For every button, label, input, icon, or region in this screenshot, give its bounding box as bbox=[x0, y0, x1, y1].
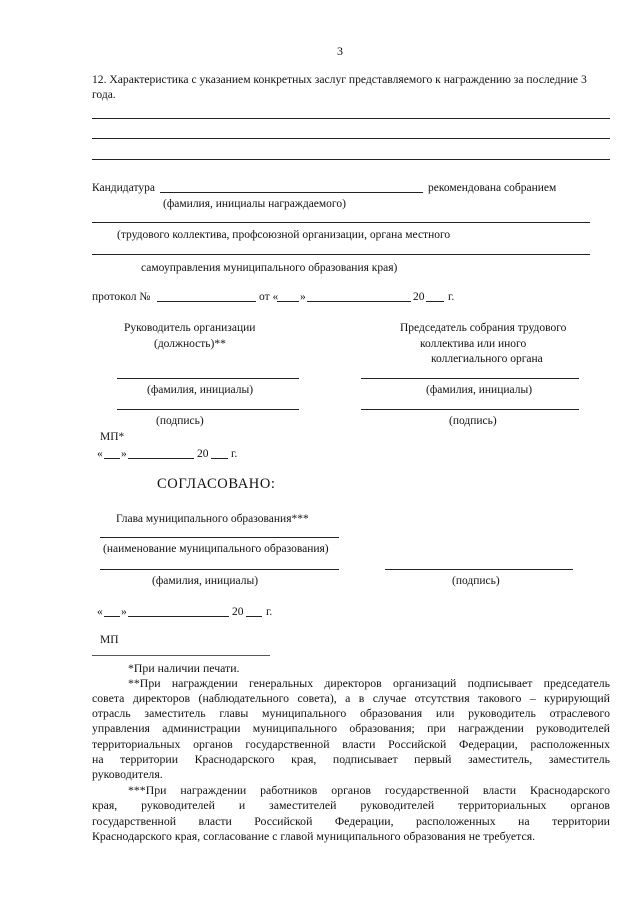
section-12-heading: 12. Характеристика с указанием конкретных заслуг представляемого к награждению за последние 3 bbox=[92, 73, 587, 86]
protocol-number-field[interactable] bbox=[157, 301, 256, 302]
footnote-2-line: управления администрации муниципального образования; при награждении руководителей bbox=[92, 721, 610, 735]
protocol-label: протокол № bbox=[92, 291, 151, 303]
agreed-title: СОГЛАСОВАНО: bbox=[157, 476, 276, 492]
footnote-2-line: отрасль заместитель главы муниципального образования или руководитель отраслевого bbox=[92, 706, 610, 720]
characteristic-line-1[interactable] bbox=[92, 118, 610, 119]
municipality-name-hint: (наименование муниципального образования) bbox=[103, 543, 329, 555]
municipal-head-title: Глава муниципального образования*** bbox=[116, 513, 309, 525]
head-signature-field[interactable] bbox=[117, 409, 299, 410]
footnote-3-line: государственной власти Российской Федерации, расположенных на территории bbox=[92, 814, 610, 828]
agreed-date-year-field[interactable] bbox=[246, 616, 262, 617]
footnote-3-line: Краснодарского края, согласование с главой муниципального образования не требуется. bbox=[92, 829, 536, 843]
sign-date-day-field[interactable] bbox=[104, 458, 120, 459]
chairman-title-3: коллегиального органа bbox=[431, 353, 543, 365]
head-of-organization-title: Руководитель организации bbox=[124, 322, 256, 334]
footnote-2-line: **При награждении генеральных директоров организаций подписывает председатель bbox=[128, 676, 610, 690]
head-name-hint: (фамилия, инициалы) bbox=[147, 384, 254, 396]
sign-date-month-field[interactable] bbox=[128, 458, 194, 459]
chairman-signature-hint: (подпись) bbox=[449, 415, 497, 427]
municipal-head-name-hint: (фамилия, инициалы) bbox=[152, 575, 259, 587]
footnote-2-line: руководителя. bbox=[92, 767, 163, 781]
section-12-heading-cont: года. bbox=[92, 89, 116, 101]
sign-date-year-prefix: 20 bbox=[197, 448, 209, 460]
footnote-2-line: на территории Краснодарского края, подписывает первый заместитель, заместитель bbox=[92, 752, 610, 766]
organization-field-2[interactable] bbox=[92, 254, 590, 255]
municipal-head-name-field[interactable] bbox=[100, 569, 339, 570]
agreed-date-day-field[interactable] bbox=[104, 616, 120, 617]
organization-field-1[interactable] bbox=[92, 222, 590, 223]
agreed-date-year-prefix: 20 bbox=[232, 606, 244, 618]
footnote-1: *При наличии печати. bbox=[128, 661, 240, 675]
sign-date-open-quote: « bbox=[97, 448, 103, 460]
candidate-name-hint: (фамилия, инициалы награждаемого) bbox=[163, 198, 346, 210]
chairman-name-field[interactable] bbox=[361, 378, 579, 379]
chairman-name-hint: (фамилия, инициалы) bbox=[426, 384, 533, 396]
chairman-title-1: Председатель собрания трудового bbox=[400, 322, 567, 334]
characteristic-line-3[interactable] bbox=[92, 159, 610, 160]
protocol-close-quote: » bbox=[300, 291, 306, 303]
municipality-name-field[interactable] bbox=[100, 537, 339, 538]
sign-date-year-field[interactable] bbox=[211, 458, 228, 459]
agreed-date-month-field[interactable] bbox=[128, 616, 229, 617]
candidate-name-field[interactable] bbox=[160, 192, 423, 193]
agreed-date-close-quote: » bbox=[121, 606, 127, 618]
head-signature-hint: (подпись) bbox=[156, 415, 204, 427]
head-of-organization-position: (должность)** bbox=[154, 338, 226, 350]
organization-hint-2: самоуправления муниципального образования края) bbox=[141, 262, 398, 274]
footnote-3-line: края, руководителей и заместителей руководителей территориальных органов bbox=[92, 798, 610, 812]
chairman-signature-field[interactable] bbox=[361, 409, 579, 410]
agreed-date-year-suffix: г. bbox=[266, 606, 273, 618]
footnote-separator bbox=[92, 655, 270, 656]
sign-date-close-quote: » bbox=[121, 448, 127, 460]
chairman-title-2: коллектива или иного bbox=[420, 338, 527, 350]
recommended-label: рекомендована собранием bbox=[428, 182, 557, 194]
page-number: 3 bbox=[337, 44, 343, 58]
protocol-month-field[interactable] bbox=[307, 301, 411, 302]
municipal-head-signature-hint: (подпись) bbox=[452, 575, 500, 587]
stamp-label: МП* bbox=[100, 431, 125, 443]
protocol-day-field[interactable] bbox=[277, 301, 299, 302]
agreed-stamp-label: МП bbox=[100, 634, 119, 646]
protocol-year-suffix: г. bbox=[448, 291, 455, 303]
organization-hint-1: (трудового коллектива, профсоюзной организации, органа местного bbox=[117, 229, 451, 241]
protocol-from-label: от « bbox=[259, 291, 279, 303]
protocol-year-field[interactable] bbox=[426, 301, 444, 302]
footnote-2-line: территориальных органов государственной власти Российской Федерации, расположенных bbox=[92, 737, 610, 751]
sign-date-year-suffix: г. bbox=[231, 448, 238, 460]
head-name-field[interactable] bbox=[117, 378, 299, 379]
agreed-date-open-quote: « bbox=[97, 606, 103, 618]
protocol-year-prefix: 20 bbox=[413, 291, 425, 303]
footnote-2-line: совета директоров (наблюдательного совета), а в случае отсутствия такового – курирующий bbox=[92, 691, 610, 705]
characteristic-line-2[interactable] bbox=[92, 138, 610, 139]
candidature-label: Кандидатура bbox=[92, 182, 155, 194]
footnote-3-line: ***При награждении работников органов государственной власти Краснодарского bbox=[128, 783, 610, 797]
municipal-head-signature-field[interactable] bbox=[385, 569, 573, 570]
